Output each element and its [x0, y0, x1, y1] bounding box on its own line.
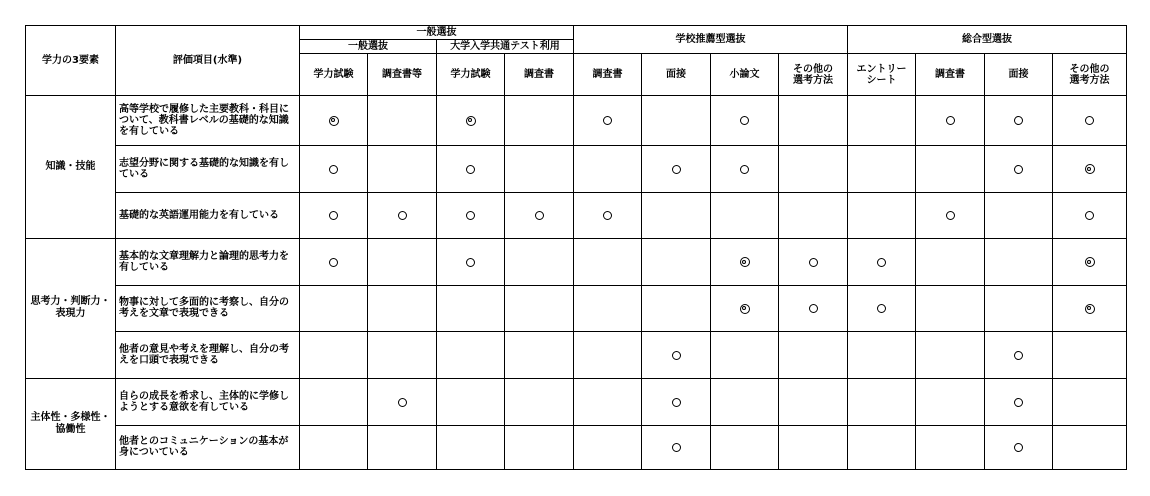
mark-cell: [437, 238, 505, 286]
mark-cell: [985, 379, 1053, 425]
mark-cell: [848, 379, 916, 425]
mark-cell: [505, 238, 574, 286]
header-general: 一般選抜: [300, 26, 574, 40]
mark-cell: [300, 238, 368, 286]
mark-cell: [1053, 238, 1127, 286]
mark-cell: [574, 425, 642, 469]
mark-cell: [437, 145, 505, 193]
mark-cell: [437, 286, 505, 331]
circle-mark-icon: [603, 116, 612, 125]
circle-mark-icon: [1085, 116, 1094, 125]
table-row: [26, 238, 1127, 286]
circle-mark-icon: [466, 211, 475, 220]
circle-mark-icon: [329, 211, 338, 220]
mark-cell: [505, 379, 574, 425]
circle-mark-icon: [535, 211, 544, 220]
table-row: [26, 425, 1127, 469]
mark-cell: [642, 286, 711, 331]
circle-mark-icon: [672, 351, 681, 360]
mark-cell: [368, 238, 437, 286]
header-col: 学力試験: [300, 54, 368, 96]
mark-cell: [985, 145, 1053, 193]
mark-cell: [916, 145, 985, 193]
circle-mark-icon: [1014, 165, 1023, 174]
mark-cell: [368, 379, 437, 425]
mark-cell: [848, 238, 916, 286]
header-col: 調査書等: [368, 54, 437, 96]
mark-cell: [1053, 145, 1127, 193]
mark-cell: [574, 238, 642, 286]
table-row: [26, 331, 1127, 379]
mark-cell: [848, 286, 916, 331]
mark-cell: [574, 96, 642, 146]
mark-cell: [848, 96, 916, 146]
mark-cell: [1053, 96, 1127, 146]
double-circle-mark-icon: [740, 304, 750, 314]
mark-cell: [642, 238, 711, 286]
mark-cell: [368, 96, 437, 146]
mark-cell: [1053, 331, 1127, 379]
circle-mark-icon: [946, 116, 955, 125]
mark-cell: [300, 286, 368, 331]
circle-mark-icon: [740, 165, 749, 174]
header-common-test: 大学入学共通テスト利用: [437, 40, 574, 54]
mark-cell: [985, 286, 1053, 331]
circle-mark-icon: [672, 165, 681, 174]
circle-mark-icon: [329, 165, 338, 174]
criteria-cell: 自らの成長を希求し、主体的に学修しようとする意欲を有している: [116, 379, 300, 425]
mark-cell: [848, 331, 916, 379]
mark-cell: [1053, 193, 1127, 238]
mark-cell: [505, 193, 574, 238]
mark-cell: [711, 331, 779, 379]
table-row: [26, 286, 1127, 331]
mark-cell: [642, 331, 711, 379]
mark-cell: [985, 238, 1053, 286]
header-col: その他の 選考方法: [779, 54, 848, 96]
criteria-cell: 基礎的な英語運用能力を有している: [116, 193, 300, 238]
criteria-cell: 他者とのコミュニケーションの基本が身についている: [116, 425, 300, 469]
double-circle-mark-icon: [466, 116, 476, 126]
table-row: [26, 96, 1127, 146]
circle-mark-icon: [877, 258, 886, 267]
mark-cell: [711, 96, 779, 146]
mark-cell: [642, 96, 711, 146]
mark-cell: [300, 145, 368, 193]
header-general-sub: 一般選抜: [300, 40, 437, 54]
mark-cell: [300, 331, 368, 379]
mark-cell: [711, 379, 779, 425]
criteria-cell: 志望分野に関する基礎的な知識を有している: [116, 145, 300, 193]
header-school: 学校推薦型選抜: [574, 26, 848, 54]
header-col: 小論文: [711, 54, 779, 96]
double-circle-mark-icon: [1085, 257, 1095, 267]
mark-cell: [368, 286, 437, 331]
mark-cell: [505, 145, 574, 193]
circle-mark-icon: [329, 258, 338, 267]
criteria-cell: 高等学校で履修した主要教科・科目について、教科書レベルの基礎的な知識を有している: [116, 96, 300, 146]
criteria-cell: 基本的な文章理解力と論理的思考力を有している: [116, 238, 300, 286]
header-col: エントリー シート: [848, 54, 916, 96]
header-criteria: 評価項目(水準): [116, 26, 300, 96]
mark-cell: [437, 379, 505, 425]
circle-mark-icon: [672, 398, 681, 407]
mark-cell: [985, 96, 1053, 146]
header-col: 面接: [642, 54, 711, 96]
mark-cell: [848, 145, 916, 193]
header-comprehensive: 総合型選抜: [848, 26, 1127, 54]
category-cell: 知識・技能: [26, 96, 116, 239]
mark-cell: [916, 331, 985, 379]
header-col: 調査書: [505, 54, 574, 96]
criteria-cell: 物事に対して多面的に考察し、自分の考えを文章で表現できる: [116, 286, 300, 331]
circle-mark-icon: [466, 165, 475, 174]
header-col: 学力試験: [437, 54, 505, 96]
mark-cell: [916, 96, 985, 146]
mark-cell: [300, 96, 368, 146]
mark-cell: [916, 379, 985, 425]
mark-cell: [505, 331, 574, 379]
mark-cell: [711, 238, 779, 286]
mark-cell: [437, 425, 505, 469]
circle-mark-icon: [672, 443, 681, 452]
mark-cell: [779, 286, 848, 331]
double-circle-mark-icon: [1085, 164, 1095, 174]
mark-cell: [916, 425, 985, 469]
mark-cell: [985, 331, 1053, 379]
mark-cell: [779, 238, 848, 286]
mark-cell: [916, 238, 985, 286]
circle-mark-icon: [1085, 211, 1094, 220]
mark-cell: [848, 425, 916, 469]
mark-cell: [985, 193, 1053, 238]
header-col: その他の 選考方法: [1053, 54, 1127, 96]
mark-cell: [848, 193, 916, 238]
mark-cell: [368, 193, 437, 238]
mark-cell: [779, 96, 848, 146]
mark-cell: [368, 145, 437, 193]
mark-cell: [300, 193, 368, 238]
mark-cell: [711, 286, 779, 331]
table-row: [26, 193, 1127, 238]
circle-mark-icon: [877, 304, 886, 313]
mark-cell: [711, 145, 779, 193]
mark-cell: [300, 379, 368, 425]
mark-cell: [642, 425, 711, 469]
mark-cell: [437, 331, 505, 379]
mark-cell: [1053, 286, 1127, 331]
mark-cell: [505, 286, 574, 331]
header-col: 面接: [985, 54, 1053, 96]
mark-cell: [779, 425, 848, 469]
mark-cell: [505, 425, 574, 469]
mark-cell: [779, 331, 848, 379]
mark-cell: [574, 379, 642, 425]
header-col: 調査書: [916, 54, 985, 96]
table-row: [26, 379, 1127, 425]
circle-mark-icon: [466, 258, 475, 267]
circle-mark-icon: [946, 211, 955, 220]
mark-cell: [1053, 425, 1127, 469]
circle-mark-icon: [603, 211, 612, 220]
mark-cell: [779, 379, 848, 425]
circle-mark-icon: [1014, 398, 1023, 407]
mark-cell: [1053, 379, 1127, 425]
circle-mark-icon: [1014, 443, 1023, 452]
circle-mark-icon: [1014, 116, 1023, 125]
circle-mark-icon: [809, 258, 818, 267]
circle-mark-icon: [398, 398, 407, 407]
circle-mark-icon: [398, 211, 407, 220]
mark-cell: [574, 331, 642, 379]
mark-cell: [368, 425, 437, 469]
mark-cell: [505, 96, 574, 146]
header-element: 学力の3要素: [26, 26, 116, 96]
mark-cell: [642, 145, 711, 193]
mark-cell: [711, 425, 779, 469]
mark-cell: [916, 193, 985, 238]
mark-cell: [711, 193, 779, 238]
mark-cell: [437, 193, 505, 238]
mark-cell: [916, 286, 985, 331]
mark-cell: [779, 145, 848, 193]
mark-cell: [779, 193, 848, 238]
category-cell: 主体性・多様性・ 協働性: [26, 379, 116, 470]
mark-cell: [574, 145, 642, 193]
mark-cell: [437, 96, 505, 146]
evaluation-table: [25, 25, 1127, 470]
table-row: [26, 145, 1127, 193]
double-circle-mark-icon: [329, 116, 339, 126]
circle-mark-icon: [740, 116, 749, 125]
mark-cell: [574, 286, 642, 331]
mark-cell: [985, 425, 1053, 469]
double-circle-mark-icon: [1085, 304, 1095, 314]
mark-cell: [642, 193, 711, 238]
circle-mark-icon: [809, 304, 818, 313]
category-cell: 思考力・判断力・ 表現力: [26, 238, 116, 378]
mark-cell: [574, 193, 642, 238]
header-col: 調査書: [574, 54, 642, 96]
circle-mark-icon: [1014, 351, 1023, 360]
double-circle-mark-icon: [740, 257, 750, 267]
mark-cell: [368, 331, 437, 379]
mark-cell: [642, 379, 711, 425]
criteria-cell: 他者の意見や考えを理解し、自分の考えを口頭で表現できる: [116, 331, 300, 379]
mark-cell: [300, 425, 368, 469]
